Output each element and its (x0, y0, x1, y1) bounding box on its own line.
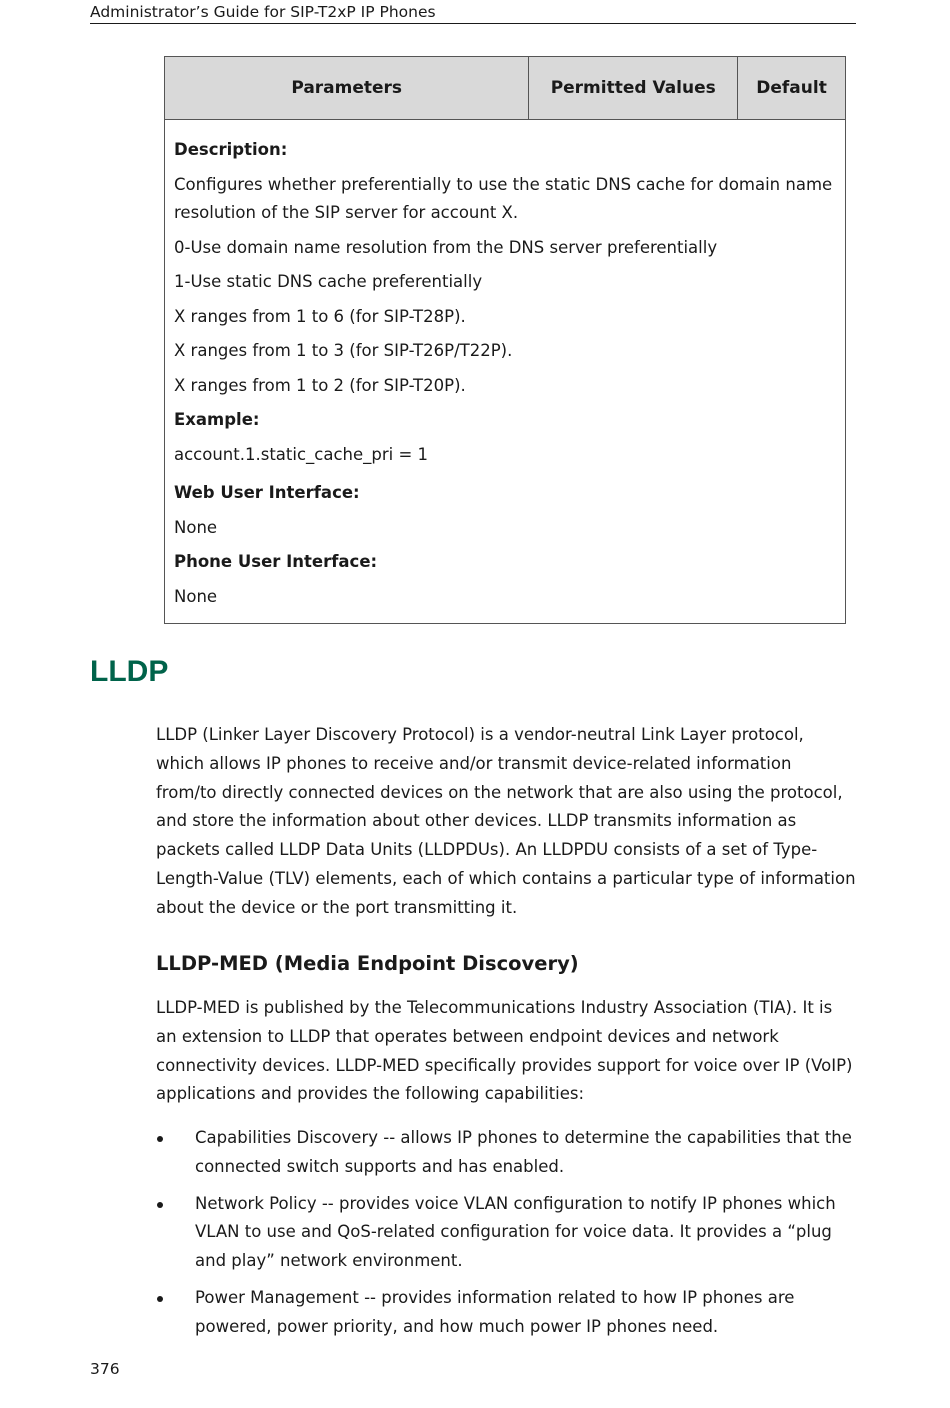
description-text: Configures whether preferentially to use the static DNS cache for domain name resolution of the SIP server for account X. (174, 174, 833, 222)
example-value: account.1.static_cache_pri = 1 (174, 444, 429, 464)
list-item (156, 1124, 866, 1182)
phone-ui-label: Phone User Interface: (174, 552, 378, 571)
capabilities-list (156, 1124, 866, 1350)
table-header-row (165, 57, 846, 120)
column-header-permitted-values: Permitted Values (529, 57, 738, 120)
description-range-t26p-t22p: X ranges from 1 to 3 (for SIP-T26P/T22P). (174, 341, 513, 360)
list-item-text: Capabilities Discovery -- allows IP phones to determine the capabilities that the connected switch supports and has enabled. (195, 1128, 852, 1176)
description-range-t28p: X ranges from 1 to 6 (for SIP-T28P). (174, 306, 466, 326)
parameter-table (164, 56, 846, 624)
phone-ui-value: None (174, 586, 218, 606)
list-item (156, 1190, 866, 1276)
section-title: LLDP (90, 655, 169, 688)
bullet-icon (157, 1136, 163, 1142)
list-item (156, 1284, 866, 1342)
description-cell (165, 120, 846, 624)
description-label: Description: (174, 140, 288, 159)
section-intro-paragraph: LLDP (Linker Layer Discovery Protocol) is a vendor-neutral Link Layer protocol, which allows IP phones to receive and/or transmit device-related information from/to directly connected devices on the network that are also using the protocol, and store the information about other devices. LLDP transmits information as packets called LLDP Data Units (LLDPDUs). An LLDPDU consists of a set of Type-Length-Value (TLV) elements, each of which contains a particular type of information about the device or the port transmitting it. (156, 725, 856, 917)
running-header: Administrator’s Guide for SIP-T2xP IP Phones (90, 2, 856, 24)
example-label: Example: (174, 410, 260, 429)
column-header-default: Default (738, 57, 846, 120)
description-range-t20p: X ranges from 1 to 2 (for SIP-T20P). (174, 375, 466, 395)
description-option-0: 0-Use domain name resolution from the DNS server preferentially (174, 237, 718, 257)
page-number: 376 (90, 1360, 120, 1378)
bullet-icon (157, 1202, 163, 1208)
list-item-text: Network Policy -- provides voice VLAN configuration to notify IP phones which VLAN to use and QoS-related configuration for voice data. It provides a “plug and play” network environment. (195, 1193, 836, 1271)
description-option-1: 1-Use static DNS cache preferentially (174, 272, 483, 291)
web-ui-value: None (174, 517, 218, 537)
list-item-text: Power Management -- provides information related to how IP phones are powered, power priority, and how much power IP phones need. (195, 1287, 795, 1336)
subsection-title: LLDP-MED (Media Endpoint Discovery) (156, 952, 579, 975)
column-header-parameters: Parameters (165, 57, 529, 120)
web-ui-label: Web User Interface: (174, 483, 360, 502)
bullet-icon (157, 1296, 163, 1302)
subsection-intro-paragraph: LLDP-MED is published by the Telecommunications Industry Association (TIA). It is an extension to LLDP that operates between endpoint devices and network connectivity devices. LLDP-MED specifically provides support for voice over IP (VoIP) applications and provides the following capabilities: (156, 998, 853, 1104)
description-row (165, 120, 846, 624)
